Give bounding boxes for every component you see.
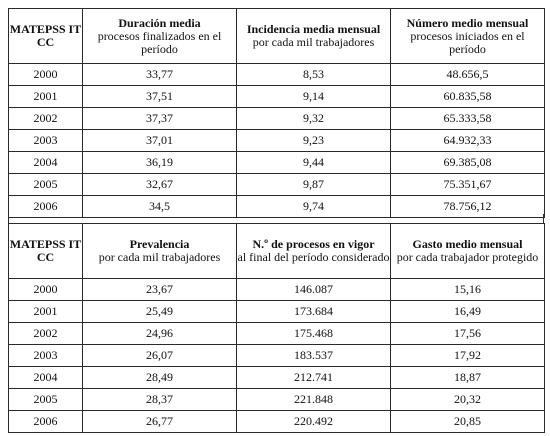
value-cell: 78.756,12	[391, 196, 545, 218]
value-cell: 221.848	[237, 389, 391, 411]
year-cell: 2005	[9, 389, 83, 411]
header-subtitle: por cada mil trabajadores	[98, 250, 221, 264]
header-subtitle: por cada trabajador protegido	[396, 250, 539, 264]
value-cell: 24,96	[83, 323, 237, 345]
header-cell-monthly-number	[391, 9, 545, 64]
value-cell: 37,37	[83, 108, 237, 130]
table-row	[9, 323, 545, 345]
value-cell: 65.333,58	[391, 108, 545, 130]
value-cell: 9,23	[237, 130, 391, 152]
value-cell: 175.468	[237, 323, 391, 345]
table-row	[9, 64, 545, 86]
value-cell: 173.684	[237, 301, 391, 323]
table-row	[9, 389, 545, 411]
year-cell: 2000	[9, 64, 83, 86]
header-subtitle: al final del período considerado	[237, 250, 390, 264]
header-subtitle: procesos finalizados en el período	[97, 28, 222, 56]
table-row	[9, 345, 545, 367]
value-cell: 183.537	[237, 345, 391, 367]
year-cell: 2006	[9, 411, 83, 433]
year-cell: 2005	[9, 174, 83, 196]
table-row	[9, 86, 545, 108]
value-cell: 15,16	[391, 279, 545, 301]
header-title: Incidencia media mensual	[246, 22, 381, 36]
year-cell: 2003	[9, 345, 83, 367]
table-row	[9, 108, 545, 130]
header-cell-processes	[237, 224, 391, 279]
table-row	[9, 301, 545, 323]
table-row	[9, 174, 545, 196]
header-cell-spending	[391, 224, 545, 279]
statistics-table-bottom	[8, 223, 545, 433]
value-cell: 146.087	[237, 279, 391, 301]
table-row	[9, 130, 545, 152]
table-row	[9, 411, 545, 433]
header-subtitle: por cada mil trabajadores	[252, 35, 375, 49]
header-cell-prevalence	[83, 224, 237, 279]
statistics-table-top	[8, 8, 545, 218]
header-row	[9, 9, 545, 64]
value-cell: 28,49	[83, 367, 237, 389]
value-cell: 9,74	[237, 196, 391, 218]
value-cell: 16,49	[391, 301, 545, 323]
value-cell: 23,67	[83, 279, 237, 301]
year-cell: 2002	[9, 108, 83, 130]
value-cell: 33,77	[83, 64, 237, 86]
value-cell: 18,87	[391, 367, 545, 389]
year-cell: 2000	[9, 279, 83, 301]
value-cell: 34,5	[83, 196, 237, 218]
value-cell: 26,77	[83, 411, 237, 433]
year-cell: 2001	[9, 301, 83, 323]
value-cell: 36,19	[83, 152, 237, 174]
value-cell: 212.741	[237, 367, 391, 389]
value-cell: 69.385,08	[391, 152, 545, 174]
value-cell: 64.932,33	[391, 130, 545, 152]
header-subtitle: procesos iniciados en el período	[410, 28, 525, 56]
year-cell: 2002	[9, 323, 83, 345]
value-cell: 9,32	[237, 108, 391, 130]
header-label: MATEPSS IT CC	[9, 224, 83, 279]
year-cell: 2006	[9, 196, 83, 218]
header-label: MATEPSS IT CC	[9, 9, 83, 64]
value-cell: 20,85	[391, 411, 545, 433]
year-cell: 2004	[9, 152, 83, 174]
value-cell: 17,56	[391, 323, 545, 345]
header-title: N.º de procesos en vigor	[252, 237, 375, 251]
value-cell: 25,49	[83, 301, 237, 323]
value-cell: 48.656,5	[391, 64, 545, 86]
header-cell-duration	[83, 9, 237, 64]
year-cell: 2004	[9, 367, 83, 389]
table-separator	[8, 214, 544, 223]
value-cell: 8,53	[237, 64, 391, 86]
value-cell: 20,32	[391, 389, 545, 411]
value-cell: 9,44	[237, 152, 391, 174]
table-row	[9, 279, 545, 301]
value-cell: 28,37	[83, 389, 237, 411]
value-cell: 26,07	[83, 345, 237, 367]
header-cell-incidence	[237, 9, 391, 64]
header-title: Duración media	[118, 15, 201, 30]
value-cell: 37,51	[83, 86, 237, 108]
value-cell: 75.351,67	[391, 174, 545, 196]
table-row	[9, 152, 545, 174]
header-title: Prevalencia	[129, 237, 190, 251]
value-cell: 9,14	[237, 86, 391, 108]
header-title: Gasto medio mensual	[412, 237, 523, 251]
value-cell: 37,01	[83, 130, 237, 152]
year-cell: 2001	[9, 86, 83, 108]
value-cell: 9,87	[237, 174, 391, 196]
value-cell: 32,67	[83, 174, 237, 196]
header-row	[9, 224, 545, 279]
value-cell: 60.835,58	[391, 86, 545, 108]
value-cell: 17,92	[391, 345, 545, 367]
table-row	[9, 367, 545, 389]
header-title: Número medio mensual	[406, 15, 529, 30]
year-cell: 2003	[9, 130, 83, 152]
value-cell: 220.492	[237, 411, 391, 433]
